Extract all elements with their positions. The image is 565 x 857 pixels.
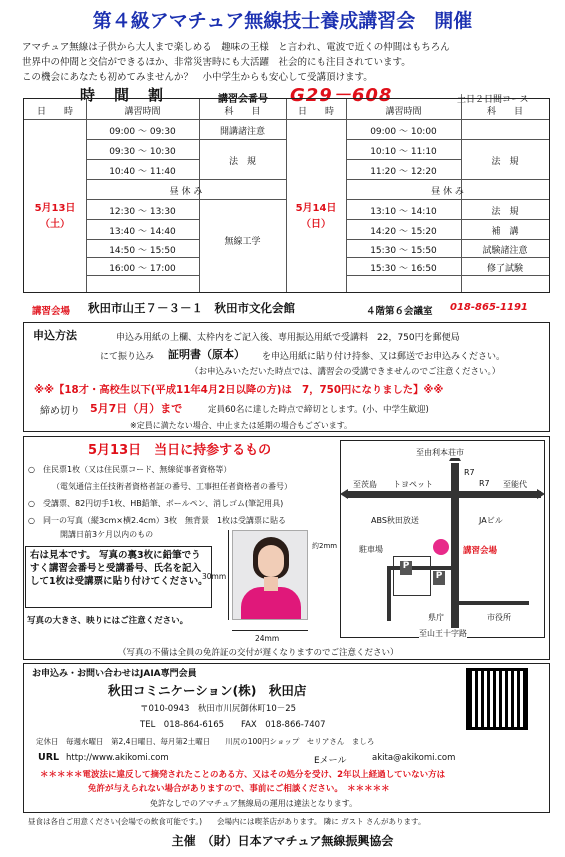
company-tel: TEL 018-864-6165 FAX 018-866-7407 [140, 720, 326, 730]
col-time: 講習時間 [124, 107, 161, 117]
col-subject-2: 科 目 [486, 107, 523, 117]
warning-line: ＊＊＊＊＊電波法に違反して摘発されたことのある方、又はその処分を受け、2年以上経過していない方は [40, 770, 446, 780]
map-r7: R7 [479, 479, 490, 488]
arrow-left-icon [340, 489, 348, 499]
email-link[interactable]: akita@akikomi.com [372, 753, 456, 763]
day2-subject: 法 規 [491, 207, 519, 217]
day1-weekday: （土） [40, 219, 70, 230]
map-parking: 駐車場 [359, 545, 383, 554]
page-title: 第４級アマチュア無線技士養成講習会 開催 [92, 10, 473, 32]
map-abs: ABS秋田放送 [371, 516, 419, 525]
schedule-heading: 時 間 割 [80, 86, 166, 104]
bring-item: ○ 受講票、82円切手1枚、HB鉛筆、ボールペン、消しゴム(筆記用具) [28, 499, 284, 508]
map-r7: R7 [464, 468, 475, 477]
capacity-note: 定員60名に達した時点で締切とします。(小、中学生歓迎) [208, 405, 429, 415]
map [341, 441, 544, 637]
map-noshiro: 至能代 [503, 480, 527, 489]
intro-text: アマチュア無線は子供から大人まで楽しめる 趣味の王様 と言われ、電波で近くの仲間はもちろん 世界中の仲間と交信ができるほか、非常災害時にも大活躍 社会的にも注目されています。 この機会にあなたも初めてみませんか？ 小中学生からも安心して受講頂けます。 [22, 42, 450, 83]
day2-slot: 10:10 ～ 11:10 [370, 147, 437, 157]
dim-width: 24mm [255, 634, 280, 643]
apply-line: を申込用紙に貼り付け持参、又は郵送でお申込みください。 [262, 352, 506, 362]
day2-lunch: 昼 休 み [431, 187, 464, 197]
map-road [346, 491, 541, 498]
license-note: 免許なしでのアマチュア無線局の運用は違法となります。 [150, 799, 358, 808]
parking-lot [393, 556, 431, 596]
sponsor: 主催 （財）日本アマチュア無線振興協会 [171, 834, 394, 848]
day2-weekday: （日） [301, 219, 331, 230]
col-subject: 科 目 [224, 107, 261, 117]
map-road [387, 566, 391, 621]
day1-slot: 12:30 ～ 13:30 [109, 207, 176, 217]
url-label: URL [38, 752, 60, 763]
day2-slot: 15:30 ～ 16:50 [370, 264, 437, 274]
bring-heading: 5月13日 当日に持参するもの [88, 443, 272, 458]
map-ja: JAビル [479, 516, 503, 525]
venue-marker [433, 539, 449, 555]
day1-slot: 09:30 ～ 10:30 [109, 147, 176, 157]
company-name: 秋田コミニケーション(株) 秋田店 [108, 683, 307, 698]
apply-line: 申込み用紙の上欄、太枠内をご記入後、専用振込用紙で受講料 22，750円を郵便局 [116, 333, 460, 343]
day1-subject: 開講諸注意 [219, 127, 265, 137]
day2-subject: 補 講 [491, 227, 519, 237]
photo-note: （写真の不備は全員の免許証の交付が遅くなりますのでご注意ください） [118, 648, 399, 658]
bring-item: ○ 住民票1枚（又は住民票コード、無線従事者資格等） [28, 465, 232, 474]
arrow-right-icon [537, 489, 545, 499]
contact-intro: お申込み・お問い合わせはJAIA専門会員 [32, 669, 197, 679]
dim-height: 30mm [202, 572, 227, 581]
lunch-note: 昼食は各自ご用意ください(会場での飲食可能です。) 会場内には喫茶店があります。 隣に ガスト さんがあります。 [28, 817, 426, 826]
map-shiyakusho: 市役所 [487, 613, 511, 622]
company-address: 〒010-0943 秋田市川尻御休町10－25 [140, 704, 297, 714]
schedule-table [23, 98, 550, 293]
map-tsuchizaki: 至茨島 [353, 480, 377, 489]
day1-subject: 無線工学 [224, 237, 261, 247]
deadline: 5月7日（月）まで [90, 402, 183, 415]
day2-subject: 法 規 [491, 157, 519, 167]
day2-date: 5月14日 [295, 203, 337, 214]
map-north: 至由利本荘市 [416, 448, 464, 457]
day1-slot: 14:50 ～ 15:50 [109, 246, 176, 256]
map-toyopet: トヨペット [393, 480, 433, 489]
deadline-label: 締め切り [40, 406, 80, 417]
col-date-2: 日 時 [297, 107, 334, 117]
map-kencho: 県庁 [428, 613, 444, 622]
day2-slot: 14:20 ～ 15:20 [370, 227, 437, 237]
parking-icon: P [433, 571, 445, 585]
dim-top: 約2mm [312, 542, 338, 550]
course-type: 土日２日間コース [457, 95, 529, 105]
photo-vertical-guide [228, 530, 229, 620]
apply-line: にて振り込み [100, 352, 155, 362]
bring-item: 開講日前3ケ月以内のもの [60, 530, 154, 539]
day1-subject: 法 規 [228, 157, 256, 167]
website-link[interactable]: http://www.akikomi.com [66, 753, 169, 763]
holiday-note: 定休日 毎週水曜日 第2,4日曜日、毎月第2土曜日 川尻の100円ショップ セリアさん ましろ [36, 737, 375, 746]
day2-subject: 試験諸注意 [482, 246, 528, 256]
venue-address: 秋田市山王７－３－１ 秋田市文化会館 [88, 301, 295, 315]
warning-line: 免許が与えられない場合がありますので、事前にご相談ください。 ＊＊＊＊＊ [88, 784, 390, 794]
student-fee: ※※【18才・高校生以下(平成11年4月2日以降の方)は 7，750円になりました】※※ [34, 384, 444, 396]
bring-item: ○ 同一の写真（縦3cm×横2.4cm）3枚 無背景 1枚は受講票に貼る [28, 516, 287, 525]
venue-room: ４階第６会議室 [366, 306, 433, 317]
apply-line: （お申込みいただいた時点では、講習会の受講できませんのでご注意ください。） [190, 367, 501, 377]
venue-label: 講習会場 [32, 306, 71, 317]
day1-slot: 09:00 ～ 09:30 [109, 127, 176, 137]
col-time-2: 講習時間 [385, 107, 422, 117]
course-number: G29－608 [290, 85, 393, 106]
day1-date: 5月13日 [34, 203, 76, 214]
day2-slot: 15:30 ～ 15:50 [370, 246, 437, 256]
photo-horizontal-guide [232, 630, 308, 631]
qr-code[interactable] [466, 668, 528, 730]
parking-icon: P [400, 561, 412, 575]
sample-photo [232, 530, 308, 620]
map-venue: 講習会場 [463, 546, 498, 556]
certificate-note: 証明書（原本） [168, 348, 245, 361]
day1-slot: 16:00 ～ 17:00 [109, 264, 176, 274]
apply-label: 申込方法 [33, 329, 77, 342]
day2-slot: 11:20 ～ 12:20 [370, 167, 437, 177]
day2-subject: 修了試験 [486, 264, 523, 274]
day1-slot: 13:40 ～ 14:40 [109, 227, 176, 237]
map-south: 至山王十字路 [419, 629, 467, 638]
col-date: 日 時 [36, 107, 73, 117]
map-road [451, 463, 459, 633]
day2-slot: 13:10 ～ 14:10 [370, 207, 437, 217]
photo-size-note: 写真の大きさ、映りにはご注意ください。 [27, 616, 189, 626]
cancel-note: ※定員に満たない場合、中止または延期の場合もございます。 [130, 421, 353, 430]
sample-note: 右は見本です。 写真の裏3枚に鉛筆でうすく講習会番号と受講番号、氏名を記入して1枚は受講票に貼り付けてください。 [30, 550, 208, 587]
day2-slot: 09:00 ～ 10:00 [370, 127, 437, 137]
bring-item: （電気通信主任技術者資格者証の番号、工事担任者資格者の番号） [52, 482, 292, 491]
day1-lunch: 昼 休 み [169, 187, 203, 197]
map-road [459, 601, 529, 605]
mail-label: Eメール [314, 756, 347, 766]
venue-tel: 018-865-1191 [450, 302, 528, 313]
day1-slot: 10:40 ～ 11:40 [109, 167, 176, 177]
course-number-label: 講習会番号 [218, 94, 268, 105]
